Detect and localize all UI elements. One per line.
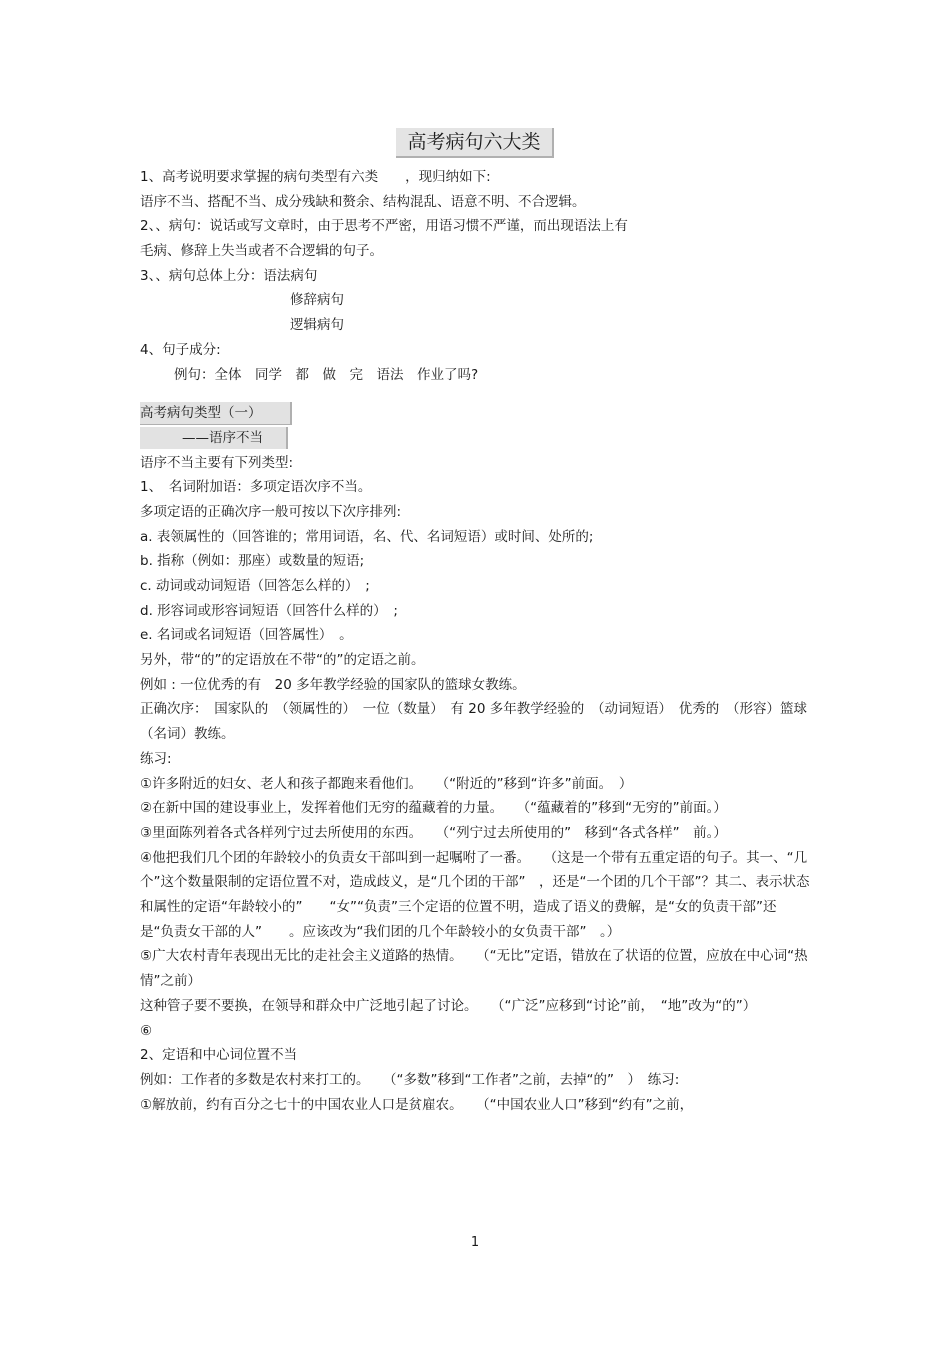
- section-subtitle-row: [140, 426, 810, 451]
- body-line: d. 形容词或形容词短语（回答什么样的） ;: [140, 602, 398, 619]
- intro-line: 1、高考说明要求掌握的病句类型有六类 ，现归纳如下:: [140, 169, 491, 185]
- section2-example: 例如：工作者的多数是农村来打工的。 （“多数”移到“工作者”之前，去掉“的” ） 练习:: [140, 1071, 680, 1088]
- section-title-row: [140, 401, 810, 426]
- category-item: 修辞病句: [290, 292, 344, 309]
- document-body: [140, 165, 810, 1117]
- document-title: 高考病句六大类: [396, 128, 554, 158]
- spacer: [140, 387, 810, 401]
- practice-item: ①许多附近的妇女、老人和孩子都跑来看他们。 （“附近的”移到“许多”前面。 ）: [140, 775, 633, 792]
- section-title: 高考病句类型（一）: [140, 402, 292, 425]
- body-line: 语序不当主要有下列类型:: [140, 454, 294, 471]
- practice-item: ⑤广大农村青年表现出无比的走社会主义道路的热情。 （“无比”定语，错放在了状语的位置，应放在中心词“热情”之前）: [140, 948, 808, 990]
- body-line: b. 指称（例如：那座）或数量的短语;: [140, 553, 365, 570]
- category-item: 逻辑病句: [290, 317, 344, 334]
- section-subtitle-box: [140, 427, 288, 449]
- body-line: a. 表领属性的（回答谁的；常用词语，名、代、名词短语）或时间、处所的;: [140, 528, 594, 545]
- body-line: c. 动词或动词短语（回答怎么样的） ;: [140, 578, 370, 594]
- intro-line: 3、、病句总体上分：语法病句: [140, 267, 318, 284]
- section2-heading: 2、定语和中心词位置不当: [140, 1047, 298, 1064]
- practice-item: 这种管子要不要换，在领导和群众中广泛地引起了讨论。 （“广泛”应移到“讨论”前， “地”改为“的”）: [140, 997, 757, 1014]
- body-line: 另外，带“的”的定语放在不带“的”的定语之前。: [140, 652, 425, 669]
- page-number: 1: [470, 1235, 480, 1250]
- intro-line: 2、、病句：说话或写文章时，由于思考不严密，用语习惯不严谨，而出现语法上有: [140, 218, 628, 235]
- components-heading: 4、句子成分:: [140, 341, 221, 358]
- practice-item: ⑥: [140, 1022, 153, 1039]
- practice-item: ②在新中国的建设事业上，发挥着他们无穷的蕴藏着的力量。 （“蕴藏着的”移到“无穷的”前面。）: [140, 800, 727, 817]
- practice-item: ③里面陈列着各式各样列宁过去所使用的东西。 （“列宁过去所使用的” 移到“各式各样” 前。）: [140, 824, 727, 841]
- body-line: e. 名词或名词短语（回答属性） 。: [140, 627, 353, 644]
- body-line: 多项定语的正确次序一般可按以下次序排列:: [140, 503, 402, 520]
- practice-label: 练习:: [140, 750, 172, 767]
- body-line: 例如 : 一位优秀的有 20 多年教学经验的国家队的篮球女教练。: [140, 676, 526, 693]
- intro-line: 毛病、修辞上失当或者不合逻辑的句子。: [140, 243, 383, 260]
- body-line: 1、 名词附加语：多项定语次序不当。: [140, 479, 372, 496]
- section-subtitle: ——语序不当: [182, 429, 263, 446]
- example-sentence: 例句：全体 同学 都 做 完 语法 作业了吗?: [174, 366, 479, 383]
- section2-practice: ①解放前，约有百分之七十的中国农业人口是贫雇农。 （“中国农业人口”移到“约有”之前，: [140, 1096, 694, 1113]
- correct-order: 正确次序： 国家队的 （领属性的） 一位（数量） 有 20 多年教学经验的 （动词短语） 优秀的 （形容）篮球（名词）教练。: [140, 701, 808, 743]
- intro-line: 语序不当、搭配不当、成分残缺和赘余、结构混乱、语意不明、不合逻辑。: [140, 193, 586, 210]
- practice-item: ④他把我们几个团的年龄较小的负责女干部叫到一起嘱咐了一番。 （这是一个带有五重定语的句子。其一、“几个”这个数量限制的定语位置不对，造成歧义，是“几个团的干部” ，还是“一个团的几个干部”？其二、表示状态和属性的定语“年龄较小的” “女”“负责”三个定语的位置不明，造成了语义的费解，是“女的负责干部”还是“负责女干部的人” 。应该改为“我们团的几个年龄较小的女负责干部” 。）: [140, 849, 810, 940]
